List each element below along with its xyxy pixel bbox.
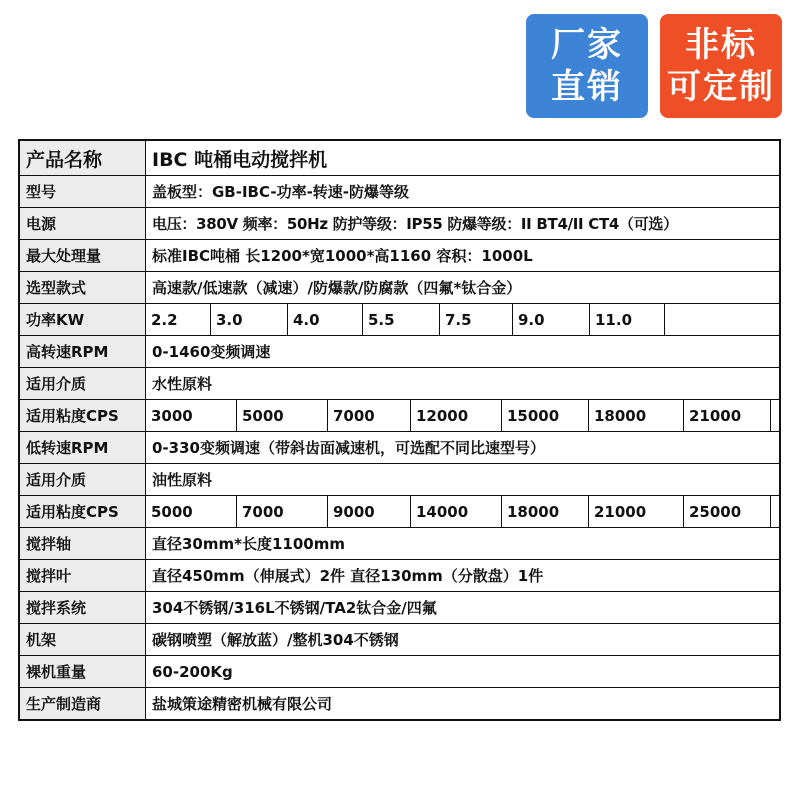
table-row [19, 560, 780, 592]
table-row [19, 528, 780, 560]
table-row [19, 140, 780, 176]
cps-value: 18000 [589, 400, 684, 431]
table-row [19, 400, 780, 432]
row-label: 适用粘度CPS [19, 400, 146, 432]
power-value: 2.2 [146, 304, 211, 335]
row-label: 适用介质 [19, 368, 146, 400]
cps-value: 7000 [328, 400, 411, 431]
row-value: 电压：380V 频率：50Hz 防护等级：IP55 防爆等级：II BT4/II CT4（可选） [146, 208, 781, 240]
table-row [19, 656, 780, 688]
row-label: 高转速RPM [19, 336, 146, 368]
row-label: 低转速RPM [19, 432, 146, 464]
cps-value: 12000 [411, 400, 502, 431]
power-value: 3.0 [211, 304, 288, 335]
row-value: 油性原料 [146, 464, 781, 496]
table-row [19, 432, 780, 464]
row-value: 标准IBC吨桶 长1200*宽1000*高1160 容积：1000L [146, 240, 781, 272]
row-value: 高速款/低速款（减速）/防爆款/防腐款（四氟*钛合金） [146, 272, 781, 304]
cps-value: 15000 [502, 400, 589, 431]
row-value: 直径30mm*长度1100mm [146, 528, 781, 560]
row-label: 型号 [19, 176, 146, 208]
power-values-cell [146, 304, 781, 336]
cps-value: 3000 [146, 400, 237, 431]
badge-text: 直销 [551, 67, 623, 107]
table-row [19, 464, 780, 496]
table-row [19, 496, 780, 528]
row-label: 裸机重量 [19, 656, 146, 688]
table-row [19, 368, 780, 400]
row-value: 60-200Kg [146, 656, 781, 688]
row-label: 功率KW [19, 304, 146, 336]
table-row [19, 304, 780, 336]
row-label: 搅拌轴 [19, 528, 146, 560]
row-label: 适用介质 [19, 464, 146, 496]
cps-value: 5000 [237, 400, 328, 431]
cps-value: 14000 [411, 496, 502, 527]
badge-text: 可定制 [667, 67, 775, 107]
table-row [19, 624, 780, 656]
row-label: 搅拌系统 [19, 592, 146, 624]
cps-value: 25000 [684, 496, 771, 527]
low-cps-values [146, 496, 779, 527]
row-value: 0-1460变频调速 [146, 336, 781, 368]
row-value: 碳钢喷塑（解放蓝）/整机304不锈钢 [146, 624, 781, 656]
row-value: 水性原料 [146, 368, 781, 400]
row-label: 选型款式 [19, 272, 146, 304]
row-value: 直径450mm（伸展式）2件 直径130mm（分散盘）1件 [146, 560, 781, 592]
table-row [19, 240, 780, 272]
row-value: 304不锈钢/316L不锈钢/TA2钛合金/四氟 [146, 592, 781, 624]
row-label: 搅拌叶 [19, 560, 146, 592]
row-value: 0-330变频调速（带斜齿面减速机，可选配不同比速型号） [146, 432, 781, 464]
row-value: 盐城策途精密机械有限公司 [146, 688, 781, 721]
table-row [19, 592, 780, 624]
spec-table [18, 139, 781, 721]
high-cps-values [146, 400, 779, 431]
badge-text: 厂家 [551, 25, 623, 65]
row-label: 适用粘度CPS [19, 496, 146, 528]
power-value: 7.5 [440, 304, 513, 335]
low-cps-values-cell [146, 496, 781, 528]
table-row [19, 176, 780, 208]
row-label: 最大处理量 [19, 240, 146, 272]
cps-value: 21000 [684, 400, 771, 431]
power-value: 11.0 [590, 304, 665, 335]
cps-value: 9000 [328, 496, 411, 527]
table-row [19, 688, 780, 721]
row-label: 生产制造商 [19, 688, 146, 721]
power-values [146, 304, 779, 335]
cps-value [771, 400, 780, 431]
row-value: IBC 吨桶电动搅拌机 [146, 140, 781, 176]
power-value: 4.0 [288, 304, 363, 335]
row-label: 产品名称 [19, 140, 146, 176]
power-value: 5.5 [363, 304, 440, 335]
table-row [19, 336, 780, 368]
row-label: 机架 [19, 624, 146, 656]
custom-order-badge [660, 14, 782, 118]
power-value [665, 304, 780, 335]
row-value: 盖板型：GB-IBC-功率-转速-防爆等级 [146, 176, 781, 208]
power-value: 9.0 [513, 304, 590, 335]
cps-value: 5000 [146, 496, 237, 527]
cps-value [771, 496, 780, 527]
factory-direct-badge [526, 14, 648, 118]
high-cps-values-cell [146, 400, 781, 432]
row-label: 电源 [19, 208, 146, 240]
cps-value: 21000 [589, 496, 684, 527]
badge-text: 非标 [685, 25, 757, 65]
table-row [19, 272, 780, 304]
cps-value: 7000 [237, 496, 328, 527]
table-row [19, 208, 780, 240]
cps-value: 18000 [502, 496, 589, 527]
